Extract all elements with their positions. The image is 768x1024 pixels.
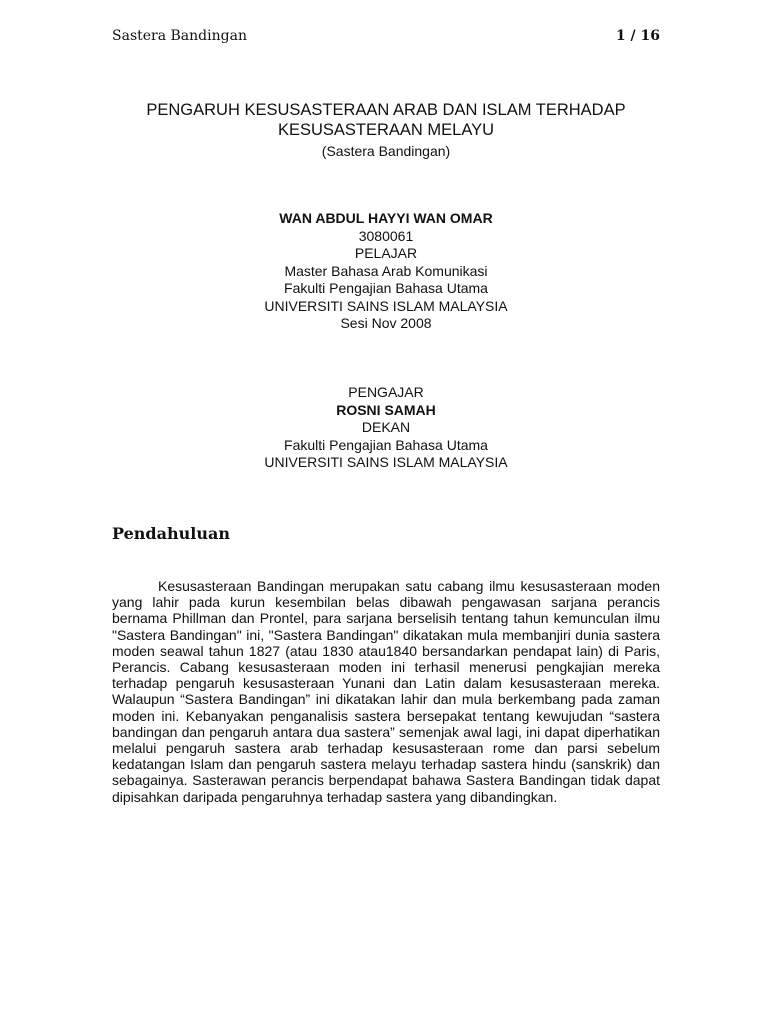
author-university: UNIVERSITI SAINS ISLAM MALAYSIA — [264, 297, 508, 314]
author-faculty: Fakulti Pengajian Bahasa Utama — [284, 280, 488, 296]
lecturer-block — [112, 384, 660, 472]
lecturer-faculty: Fakulti Pengajian Bahasa Utama — [284, 436, 488, 453]
section-heading: Pendahuluan — [112, 524, 230, 543]
title-line-2: KESUSASTERAAN MELAYU — [277, 121, 495, 139]
lecturer-university: UNIVERSITI SAINS ISLAM MALAYSIA — [264, 454, 508, 470]
document-subtitle — [112, 142, 660, 160]
author-name: WAN ABDUL HAYYI WAN OMAR — [279, 210, 493, 226]
running-title: Sastera Bandingan — [112, 28, 247, 44]
author-block — [112, 210, 660, 333]
author-id: 3080061 — [358, 227, 414, 244]
lecturer-label: PENGAJAR — [348, 384, 424, 400]
author-session: Sesi Nov 2008 — [340, 315, 432, 331]
subtitle-text: (Sastera Bandingan) — [321, 143, 451, 159]
document-title — [112, 100, 660, 140]
body-paragraph: Kesusasteraan Bandingan merupakan satu cabang ilmu kesusasteraan moden yang lahir pada kurun kesembilan belas dibawah pengawasan sarjana perancis bernama Phillman dan Prontel, para sarjana berselisih tentang tahun kemunculan ilmu "Sastera Bandingan" ini, "Sastera Bandingan" dikatakan mula membanjiri dunia sastera moden seawal tahun 1827 (atau 1830 atau1840 bersandarkan pendapat lain) di Paris, Perancis. Cabang kesusasteraan moden ini terhasil menerusi pengkajian mereka terhadap pengaruh kesusasteraan Yunani dan Latin dalam kesusasteraan mereka. Walaupun “Sastera Bandingan” ini dikatakan lahir dan mula berkembang pada zaman moden ini. Kebanyakan penganalisis sastera bersepakat tentang kewujudan “sastera bandingan dan pengaruh antara dua sastera” semenjak awal lagi, ini dapat diperhatikan melalui pengaruh sastera arab terhadap kesusasteraan rome dan parsi sebelum kedatangan Islam dan pengaruh sastera melayu terhadap sastera hindu (sanskrik) dan sebagainya. Sasterawan perancis berpendapat bahawa Sastera Bandingan tidak dapat dipisahkan daripada pengaruhnya terhadap sastera yang dibandingkan. — [112, 578, 660, 805]
page-number: 1 / 16 — [615, 28, 660, 44]
page-header — [112, 28, 660, 48]
lecturer-role: DEKAN — [361, 419, 411, 435]
title-line-1: PENGARUH KESUSASTERAAN ARAB DAN ISLAM TERHADAP — [146, 101, 626, 119]
author-program: Master Bahasa Arab Komunikasi — [284, 262, 488, 279]
lecturer-name: ROSNI SAMAH — [336, 401, 436, 418]
author-role: PELAJAR — [354, 245, 418, 261]
